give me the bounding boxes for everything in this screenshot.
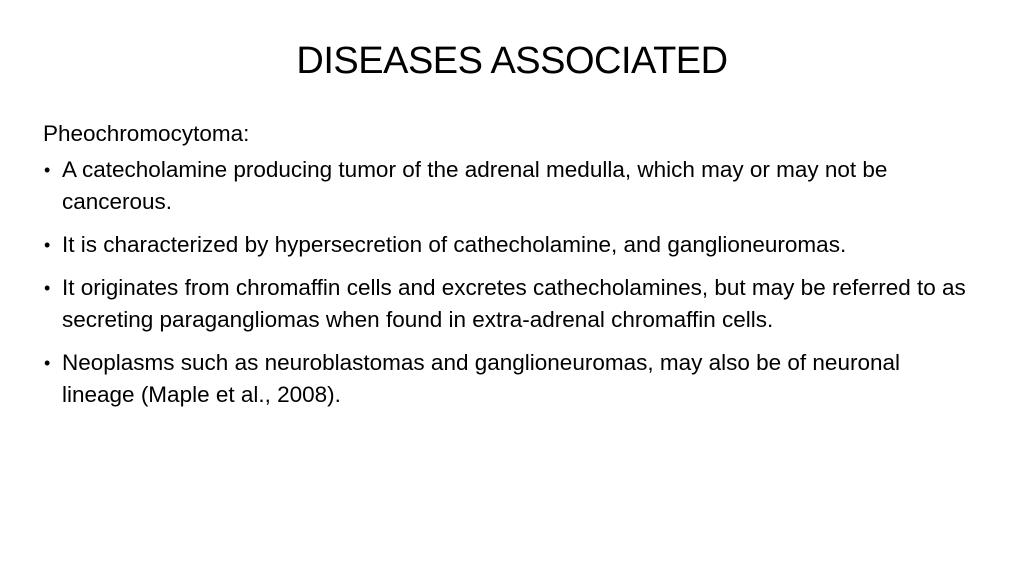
bullet-icon: • xyxy=(44,278,51,298)
bullet-text: Neoplasms such as neuroblastomas and ganglioneuromas, may also be of neuronal lineage (Maple et al., 2008). xyxy=(62,350,900,407)
bullet-icon: • xyxy=(44,353,51,373)
bullet-item xyxy=(43,229,973,261)
bullet-text: It originates from chromaffin cells and excretes cathecholamines, but may be referred to as secreting paragangliomas when found in extra-adrenal chromaffin cells. xyxy=(62,275,966,332)
bullet-icon: • xyxy=(44,235,51,255)
bullet-icon: • xyxy=(44,160,51,180)
bullet-text: It is characterized by hypersecretion of cathecholamine, and ganglioneuromas. xyxy=(62,232,847,257)
bullet-text: A catecholamine producing tumor of the adrenal medulla, which may or may not be cancerous. xyxy=(62,157,888,214)
bullet-item xyxy=(43,272,973,336)
bullet-list xyxy=(43,154,973,411)
bullet-item xyxy=(43,347,973,411)
subheading: Pheochromocytoma: xyxy=(43,121,250,146)
slide-title: DISEASES ASSOCIATED xyxy=(296,40,728,82)
slide-body xyxy=(43,118,973,422)
bullet-item xyxy=(43,154,973,218)
